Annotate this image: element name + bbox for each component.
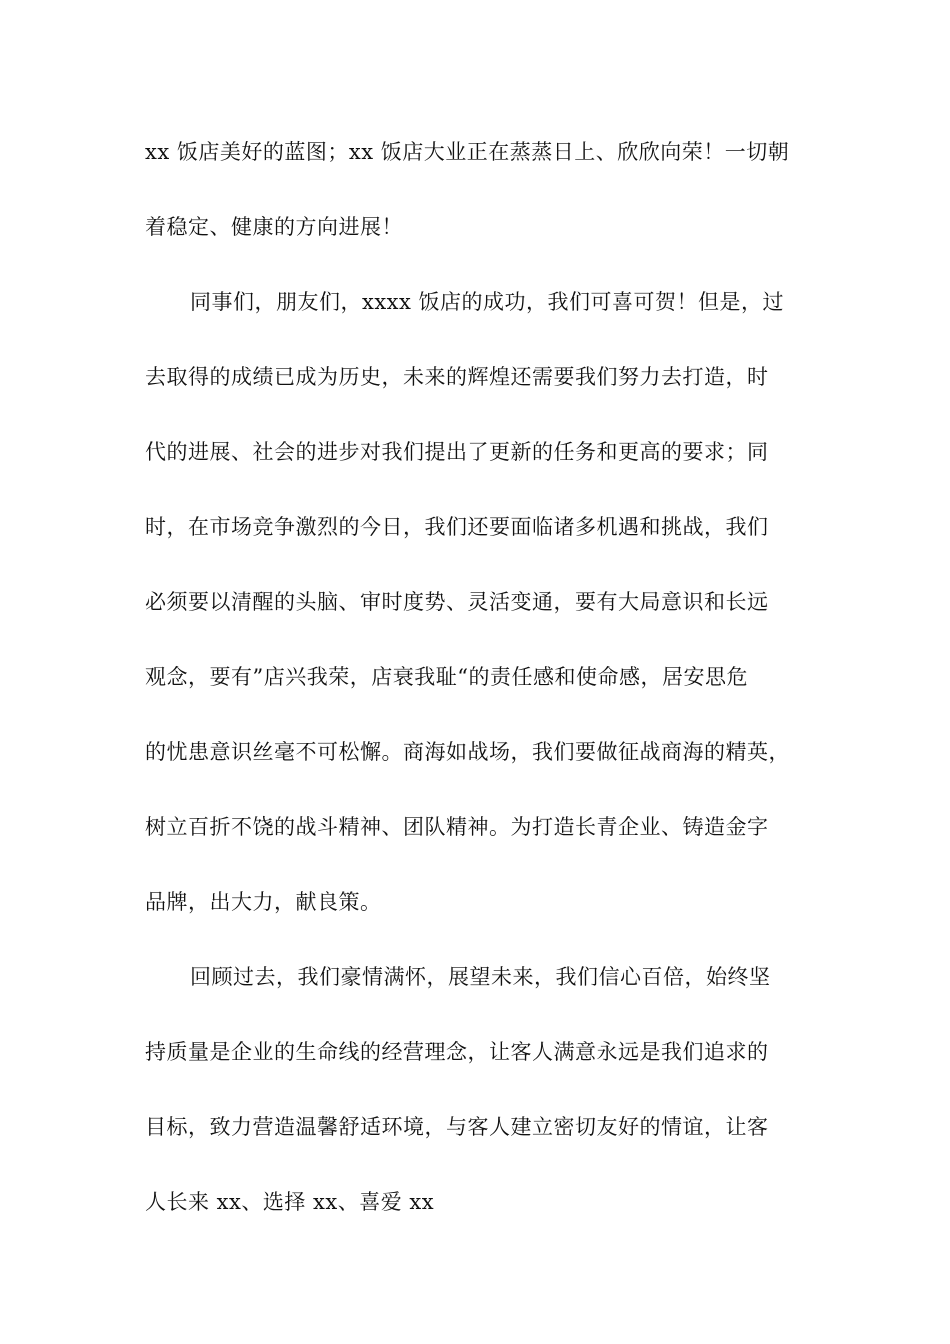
text-line: 品牌，出大力，献良策。 <box>145 890 382 914</box>
text-line: 必须要以清醒的头脑、审时度势、灵活变通，要有大局意识和长远 <box>145 590 769 614</box>
text-line: 时，在市场竞争激烈的今日，我们还要面临诸多机遇和挑战，我们 <box>145 515 769 539</box>
text-line: 树立百折不饶的战斗精神、团队精神。为打造长青企业、铸造金字 <box>145 815 769 839</box>
text-line: 持质量是企业的生命线的经营理念，让客人满意永远是我们追求的 <box>145 1040 769 1064</box>
paragraph-first-line: 同事们，朋友们，xxxx 饭店的成功，我们可喜可贺！但是，过 <box>190 290 785 314</box>
text-line: 观念，要有”店兴我荣，店衰我耻“的责任感和使命感，居安思危 <box>145 665 748 689</box>
text-line: 去取得的成绩已成为历史，未来的辉煌还需要我们努力去打造，时 <box>145 365 769 389</box>
text-line: 的忧患意识丝毫不可松懈。商海如战场，我们要做征战商海的精英， <box>145 740 790 764</box>
text-line: 人长来 xx、选择 xx、喜爱 xx <box>145 1190 435 1214</box>
text-line: 着稳定、健康的方向进展！ <box>145 215 403 239</box>
text-line: 代的进展、社会的进步对我们提出了更新的任务和更高的要求；同 <box>145 440 769 464</box>
text-line: 目标，致力营造温馨舒适环境，与客人建立密切友好的情谊，让客 <box>145 1115 769 1139</box>
paragraph-first-line: 回顾过去，我们豪情满怀，展望未来，我们信心百倍，始终坚 <box>190 965 771 989</box>
text-line: xx 饭店美好的蓝图；xx 饭店大业正在蒸蒸日上、欣欣向荣！一切朝 <box>145 140 790 164</box>
